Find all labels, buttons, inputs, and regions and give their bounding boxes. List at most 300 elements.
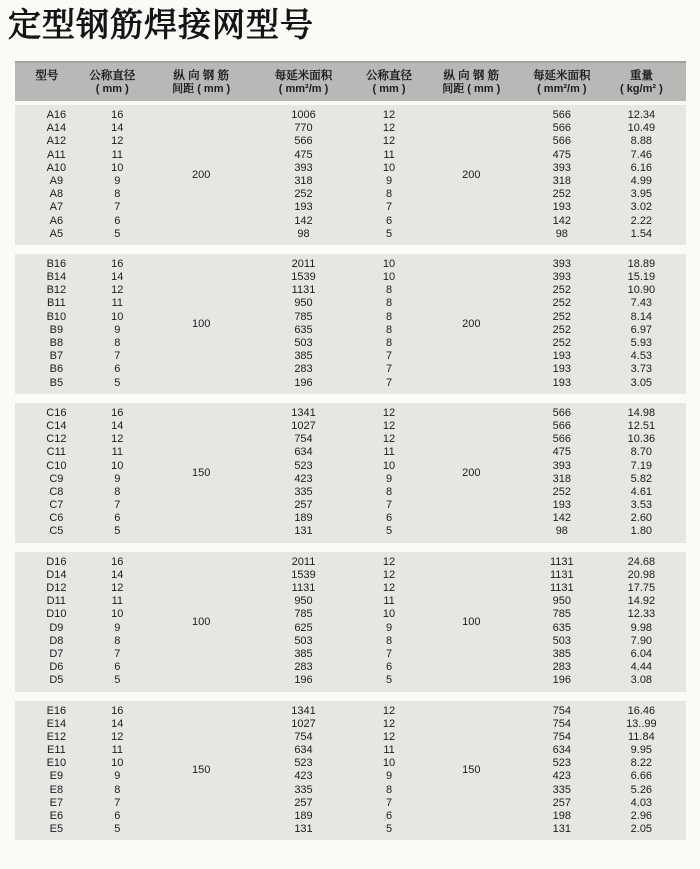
cell-a2: 193 (552, 350, 571, 363)
cell-a1: 523 (294, 757, 313, 770)
cell-d2: 11 (383, 148, 395, 161)
table-group-D (15, 552, 686, 692)
column-header-0 (15, 69, 79, 96)
column-header-line2: ( kg/m² ) (619, 82, 663, 95)
cell-spacer (146, 810, 257, 823)
cell-w: 20.98 (627, 568, 656, 581)
cell-d2: 12 (382, 406, 396, 419)
cell-model: B6 (49, 363, 64, 376)
cell-w: 8.22 (630, 757, 653, 770)
cell-spacer (146, 377, 257, 390)
cell-spacer (146, 363, 257, 376)
cell-model: A9 (49, 174, 64, 187)
cell-a1: 1131 (291, 582, 316, 594)
column-header-line1: 每延米面积 (533, 69, 591, 82)
cell-w: 1.54 (630, 227, 653, 240)
cell-a2: 566 (552, 433, 571, 446)
cell-d1: 7 (114, 350, 121, 363)
table-row (15, 258, 686, 271)
cell-d2: 12 (382, 582, 396, 594)
cell-model: B9 (49, 323, 64, 336)
cell-w: 7.19 (630, 459, 653, 472)
cell-d2: 12 (382, 704, 396, 717)
cell-spacer (146, 648, 257, 661)
cell-a1: 252 (294, 188, 313, 201)
cell-spacer (428, 595, 515, 608)
cell-a2: 566 (552, 109, 571, 121)
cell-w: 8.88 (630, 135, 653, 148)
cell-d1: 12 (111, 135, 124, 148)
table-row (15, 731, 686, 744)
cell-w: 3.02 (630, 201, 653, 214)
cell-spacer (428, 635, 515, 648)
table-row (15, 324, 686, 337)
table-row (15, 556, 686, 569)
cell-spacer (428, 297, 515, 310)
cell-a2: 252 (552, 297, 571, 310)
cell-a2: 566 (552, 419, 571, 432)
table-row (15, 744, 686, 757)
cell-a1: 283 (294, 363, 313, 376)
cell-a1: 257 (294, 796, 313, 809)
cell-a2: 1131 (549, 555, 574, 568)
cell-a2: 393 (552, 161, 571, 174)
cell-d2: 8 (385, 783, 393, 796)
cell-model: C8 (49, 485, 64, 498)
cell-d1: 7 (114, 796, 121, 809)
cell-spacer (428, 284, 515, 297)
table-row (15, 608, 686, 621)
cell-model: E7 (49, 796, 64, 809)
cell-model: A5 (49, 227, 64, 240)
cell-a2: 252 (552, 310, 571, 323)
cell-spacer (428, 420, 515, 433)
cell-spacer (146, 433, 257, 446)
table-row (15, 486, 686, 499)
cell-model: B14 (46, 271, 67, 284)
cell-w: 7.90 (630, 634, 653, 647)
page-title: 定型钢筋焊接网型号 (8, 8, 314, 44)
table-row (15, 499, 686, 512)
cell-spacer (146, 228, 257, 241)
cell-w: 5.26 (630, 783, 653, 796)
column-header-3 (257, 69, 351, 96)
cell-d2: 6 (385, 810, 393, 822)
cell-d2: 9 (385, 770, 393, 783)
cell-a2: 754 (552, 704, 571, 717)
cell-w: 15.19 (627, 271, 656, 284)
table-row (15, 377, 686, 390)
cell-d1: 7 (114, 647, 121, 660)
cell-d1: 7 (114, 499, 121, 512)
cell-d2: 10 (382, 271, 396, 284)
cell-spacer (146, 784, 257, 797)
cell-a2: 257 (552, 796, 571, 809)
cell-model: A14 (46, 122, 67, 135)
cell-a2: 283 (552, 661, 571, 674)
cell-a2: 252 (552, 323, 571, 336)
cell-a2: 566 (552, 135, 571, 148)
cell-d2: 8 (385, 337, 393, 349)
cell-d2: 10 (382, 459, 396, 472)
table-row (15, 188, 686, 201)
cell-a2: 423 (552, 770, 571, 783)
cell-a1: 1341 (291, 406, 316, 419)
cell-d2: 5 (385, 525, 393, 538)
column-header-line1: 纵 向 钢 筋 (173, 69, 229, 82)
cell-model: A11 (46, 148, 66, 161)
spacing-value-right: 100 (462, 615, 481, 628)
cell-d2: 10 (382, 757, 396, 770)
cell-a2: 335 (552, 783, 571, 796)
table-row (15, 770, 686, 783)
cell-spacer (428, 512, 515, 525)
cell-w: 2.05 (630, 823, 653, 836)
cell-a2: 198 (552, 810, 571, 822)
cell-d1: 11 (111, 148, 123, 161)
cell-d1: 12 (111, 284, 124, 297)
cell-model: C9 (49, 472, 64, 485)
cell-a1: 196 (294, 376, 313, 389)
cell-spacer (146, 188, 257, 201)
column-header-2 (146, 69, 257, 96)
cell-a1: 475 (294, 148, 313, 161)
cell-d1: 14 (111, 717, 124, 730)
cell-spacer (428, 188, 515, 201)
cell-a2: 634 (552, 744, 571, 757)
table-group-E (15, 701, 686, 841)
table-group-B (15, 254, 686, 394)
cell-model: B7 (49, 350, 64, 363)
cell-w: 8.14 (630, 310, 653, 323)
cell-spacer (146, 556, 257, 569)
table-row (15, 784, 686, 797)
cell-a1: 196 (294, 674, 313, 687)
table-row (15, 337, 686, 350)
cell-a1: 142 (294, 214, 313, 227)
cell-a2: 1131 (549, 582, 574, 594)
cell-spacer (146, 149, 257, 162)
cell-a2: 318 (552, 174, 571, 187)
cell-a2: 142 (552, 512, 571, 525)
cell-d2: 7 (385, 499, 393, 512)
cell-a2: 193 (552, 376, 571, 389)
table-row (15, 622, 686, 635)
cell-model: E12 (46, 730, 67, 743)
cell-d1: 14 (111, 568, 124, 581)
cell-a1: 1027 (291, 717, 316, 730)
cell-a1: 385 (294, 647, 313, 660)
cell-d1: 5 (114, 823, 121, 836)
cell-spacer (428, 149, 515, 162)
cell-d1: 14 (111, 271, 124, 284)
cell-a2: 950 (552, 595, 571, 608)
cell-a2: 98 (555, 525, 568, 538)
cell-d2: 8 (385, 485, 393, 498)
cell-spacer (146, 823, 257, 836)
cell-a2: 193 (552, 363, 571, 376)
spacing-value-left: 100 (192, 317, 211, 330)
cell-a2: 566 (552, 406, 571, 419)
cell-a2: 252 (552, 188, 571, 201)
cell-d1: 6 (114, 363, 121, 376)
table-group-A (15, 105, 686, 245)
cell-d1: 9 (114, 174, 121, 187)
cell-spacer (146, 201, 257, 214)
cell-d2: 9 (385, 472, 393, 485)
cell-model: D11 (46, 595, 67, 608)
cell-model: C10 (46, 459, 67, 472)
table-row (15, 135, 686, 148)
cell-spacer (428, 569, 515, 582)
table-row (15, 582, 686, 595)
cell-d1: 16 (111, 109, 124, 121)
cell-w: 6.04 (630, 647, 653, 660)
cell-spacer (146, 512, 257, 525)
table-row (15, 149, 686, 162)
cell-a1: 2011 (291, 257, 316, 270)
cell-d2: 8 (385, 284, 393, 297)
table-row (15, 569, 686, 582)
table-row (15, 661, 686, 674)
cell-spacer (428, 674, 515, 687)
cell-d2: 8 (385, 634, 393, 647)
cell-spacer (428, 271, 515, 284)
cell-w: 10.36 (627, 433, 656, 446)
cell-d1: 5 (114, 674, 121, 687)
mesh-model-table (15, 61, 686, 840)
cell-model: D6 (49, 661, 64, 674)
table-row (15, 109, 686, 122)
cell-w: 12.51 (627, 419, 656, 432)
cell-spacer (146, 595, 257, 608)
cell-a1: 1027 (291, 419, 316, 432)
cell-a1: 754 (294, 433, 313, 446)
cell-model: E6 (49, 810, 64, 822)
cell-a2: 754 (552, 717, 571, 730)
cell-a1: 318 (294, 174, 313, 187)
cell-d1: 10 (111, 757, 124, 770)
cell-spacer (428, 486, 515, 499)
cell-d2: 8 (385, 323, 393, 336)
cell-spacer (428, 135, 515, 148)
cell-w: 4.53 (630, 350, 653, 363)
cell-a1: 503 (294, 337, 313, 349)
cell-d2: 8 (385, 310, 393, 323)
cell-d1: 5 (114, 227, 121, 240)
cell-d1: 16 (111, 257, 124, 270)
cell-d2: 10 (382, 608, 396, 621)
cell-d1: 6 (114, 512, 121, 525)
cell-w: 4.61 (630, 485, 653, 498)
cell-model: C6 (49, 512, 64, 525)
cell-d2: 11 (383, 446, 395, 459)
cell-a1: 257 (294, 499, 313, 512)
column-header-7 (609, 69, 686, 96)
cell-a1: 423 (294, 472, 313, 485)
cell-spacer (146, 797, 257, 810)
column-header-line1: 型号 (35, 69, 59, 82)
cell-d2: 12 (382, 135, 396, 148)
cell-d2: 5 (385, 674, 393, 687)
cell-a2: 635 (552, 621, 571, 634)
cell-a1: 785 (294, 310, 313, 323)
cell-model: E14 (46, 717, 67, 730)
cell-spacer (428, 363, 515, 376)
cell-w: 5.93 (630, 337, 653, 349)
cell-spacer (428, 810, 515, 823)
cell-d2: 6 (385, 512, 393, 525)
cell-model: A12 (46, 135, 67, 148)
cell-w: 6.16 (630, 161, 653, 174)
cell-a1: 754 (294, 730, 313, 743)
cell-a1: 1539 (291, 271, 316, 284)
cell-spacer (146, 215, 257, 228)
cell-model: D5 (49, 674, 64, 687)
cell-w: 24.68 (627, 555, 656, 568)
cell-d1: 6 (114, 214, 121, 227)
cell-w: 9.98 (630, 621, 653, 634)
cell-a1: 635 (294, 323, 313, 336)
cell-model: B10 (46, 310, 67, 323)
cell-d2: 7 (385, 201, 393, 214)
cell-d2: 10 (382, 161, 396, 174)
cell-d1: 11 (111, 446, 123, 459)
cell-spacer (146, 569, 257, 582)
cell-w: 17.75 (627, 582, 656, 594)
table-row (15, 525, 686, 538)
cell-model: C11 (46, 446, 67, 459)
cell-spacer (146, 420, 257, 433)
cell-spacer (146, 635, 257, 648)
cell-w: 4.99 (630, 174, 653, 187)
cell-a2: 393 (552, 257, 571, 270)
table-row (15, 512, 686, 525)
cell-spacer (428, 582, 515, 595)
cell-w: 4.44 (630, 661, 653, 674)
cell-spacer (428, 201, 515, 214)
cell-a2: 785 (552, 608, 571, 621)
cell-spacer (428, 350, 515, 363)
cell-a1: 1539 (291, 568, 316, 581)
cell-a2: 252 (552, 485, 571, 498)
cell-spacer (146, 499, 257, 512)
cell-w: 3.05 (630, 376, 653, 389)
column-header-1 (79, 69, 146, 96)
spacing-value-right: 200 (462, 168, 481, 181)
cell-a1: 634 (294, 744, 313, 757)
cell-spacer (146, 297, 257, 310)
cell-model: D14 (46, 568, 67, 581)
table-row (15, 433, 686, 446)
table-row (15, 460, 686, 473)
cell-a2: 393 (552, 459, 571, 472)
cell-d2: 7 (385, 796, 393, 809)
cell-a1: 283 (294, 661, 313, 674)
cell-spacer (146, 525, 257, 538)
cell-a1: 385 (294, 350, 313, 363)
cell-a2: 393 (552, 271, 571, 284)
cell-w: 14.98 (627, 406, 656, 419)
cell-spacer (146, 258, 257, 271)
cell-model: D16 (46, 555, 67, 568)
cell-w: 5.82 (630, 472, 653, 485)
table-row (15, 350, 686, 363)
cell-a2: 754 (552, 730, 571, 743)
cell-a1: 566 (294, 135, 313, 148)
cell-spacer (146, 674, 257, 687)
cell-a1: 131 (294, 525, 313, 538)
cell-d2: 11 (383, 595, 395, 608)
cell-w: 2.60 (630, 512, 653, 525)
cell-w: 2.96 (630, 810, 653, 822)
cell-d1: 7 (114, 201, 121, 214)
cell-w: 18.89 (627, 257, 656, 270)
cell-spacer (428, 258, 515, 271)
cell-d1: 12 (111, 730, 124, 743)
cell-spacer (146, 744, 257, 757)
cell-spacer (428, 446, 515, 459)
cell-d1: 10 (111, 310, 124, 323)
cell-w: 3.95 (630, 188, 653, 201)
table-row (15, 201, 686, 214)
cell-model: C12 (46, 433, 67, 446)
scanned-page (0, 6, 700, 869)
spacing-value-left: 150 (192, 466, 211, 479)
cell-d1: 10 (111, 459, 124, 472)
cell-spacer (146, 718, 257, 731)
cell-spacer (428, 797, 515, 810)
cell-d1: 10 (111, 608, 124, 621)
cell-spacer (146, 284, 257, 297)
cell-d1: 12 (111, 433, 124, 446)
cell-spacer (146, 122, 257, 135)
cell-model: A16 (46, 109, 67, 121)
cell-d2: 12 (382, 122, 396, 135)
cell-d2: 12 (382, 730, 396, 743)
cell-d2: 12 (382, 109, 396, 121)
spacing-value-left: 200 (192, 168, 211, 181)
cell-d1: 16 (111, 704, 124, 717)
cell-a1: 950 (294, 595, 313, 608)
cell-spacer (428, 525, 515, 538)
table-row (15, 595, 686, 608)
cell-model: B11 (46, 297, 66, 310)
cell-d1: 10 (111, 161, 124, 174)
cell-a2: 385 (552, 647, 571, 660)
cell-spacer (428, 718, 515, 731)
table-row (15, 446, 686, 459)
cell-d2: 7 (385, 376, 393, 389)
cell-a2: 318 (552, 472, 571, 485)
cell-w: 4.03 (630, 796, 653, 809)
spacing-value-left: 100 (192, 615, 211, 628)
cell-a1: 98 (297, 227, 310, 240)
cell-model: D12 (46, 582, 67, 594)
column-header-line2: ( mm ) (372, 82, 406, 95)
table-row (15, 162, 686, 175)
cell-model: B5 (49, 376, 64, 389)
cell-spacer (428, 109, 515, 122)
cell-a2: 193 (552, 201, 571, 214)
cell-d2: 5 (385, 823, 393, 836)
cell-d1: 6 (114, 810, 121, 822)
cell-spacer (146, 661, 257, 674)
cell-spacer (428, 407, 515, 420)
cell-a1: 523 (294, 459, 313, 472)
cell-a1: 634 (294, 446, 313, 459)
table-body (15, 105, 686, 840)
